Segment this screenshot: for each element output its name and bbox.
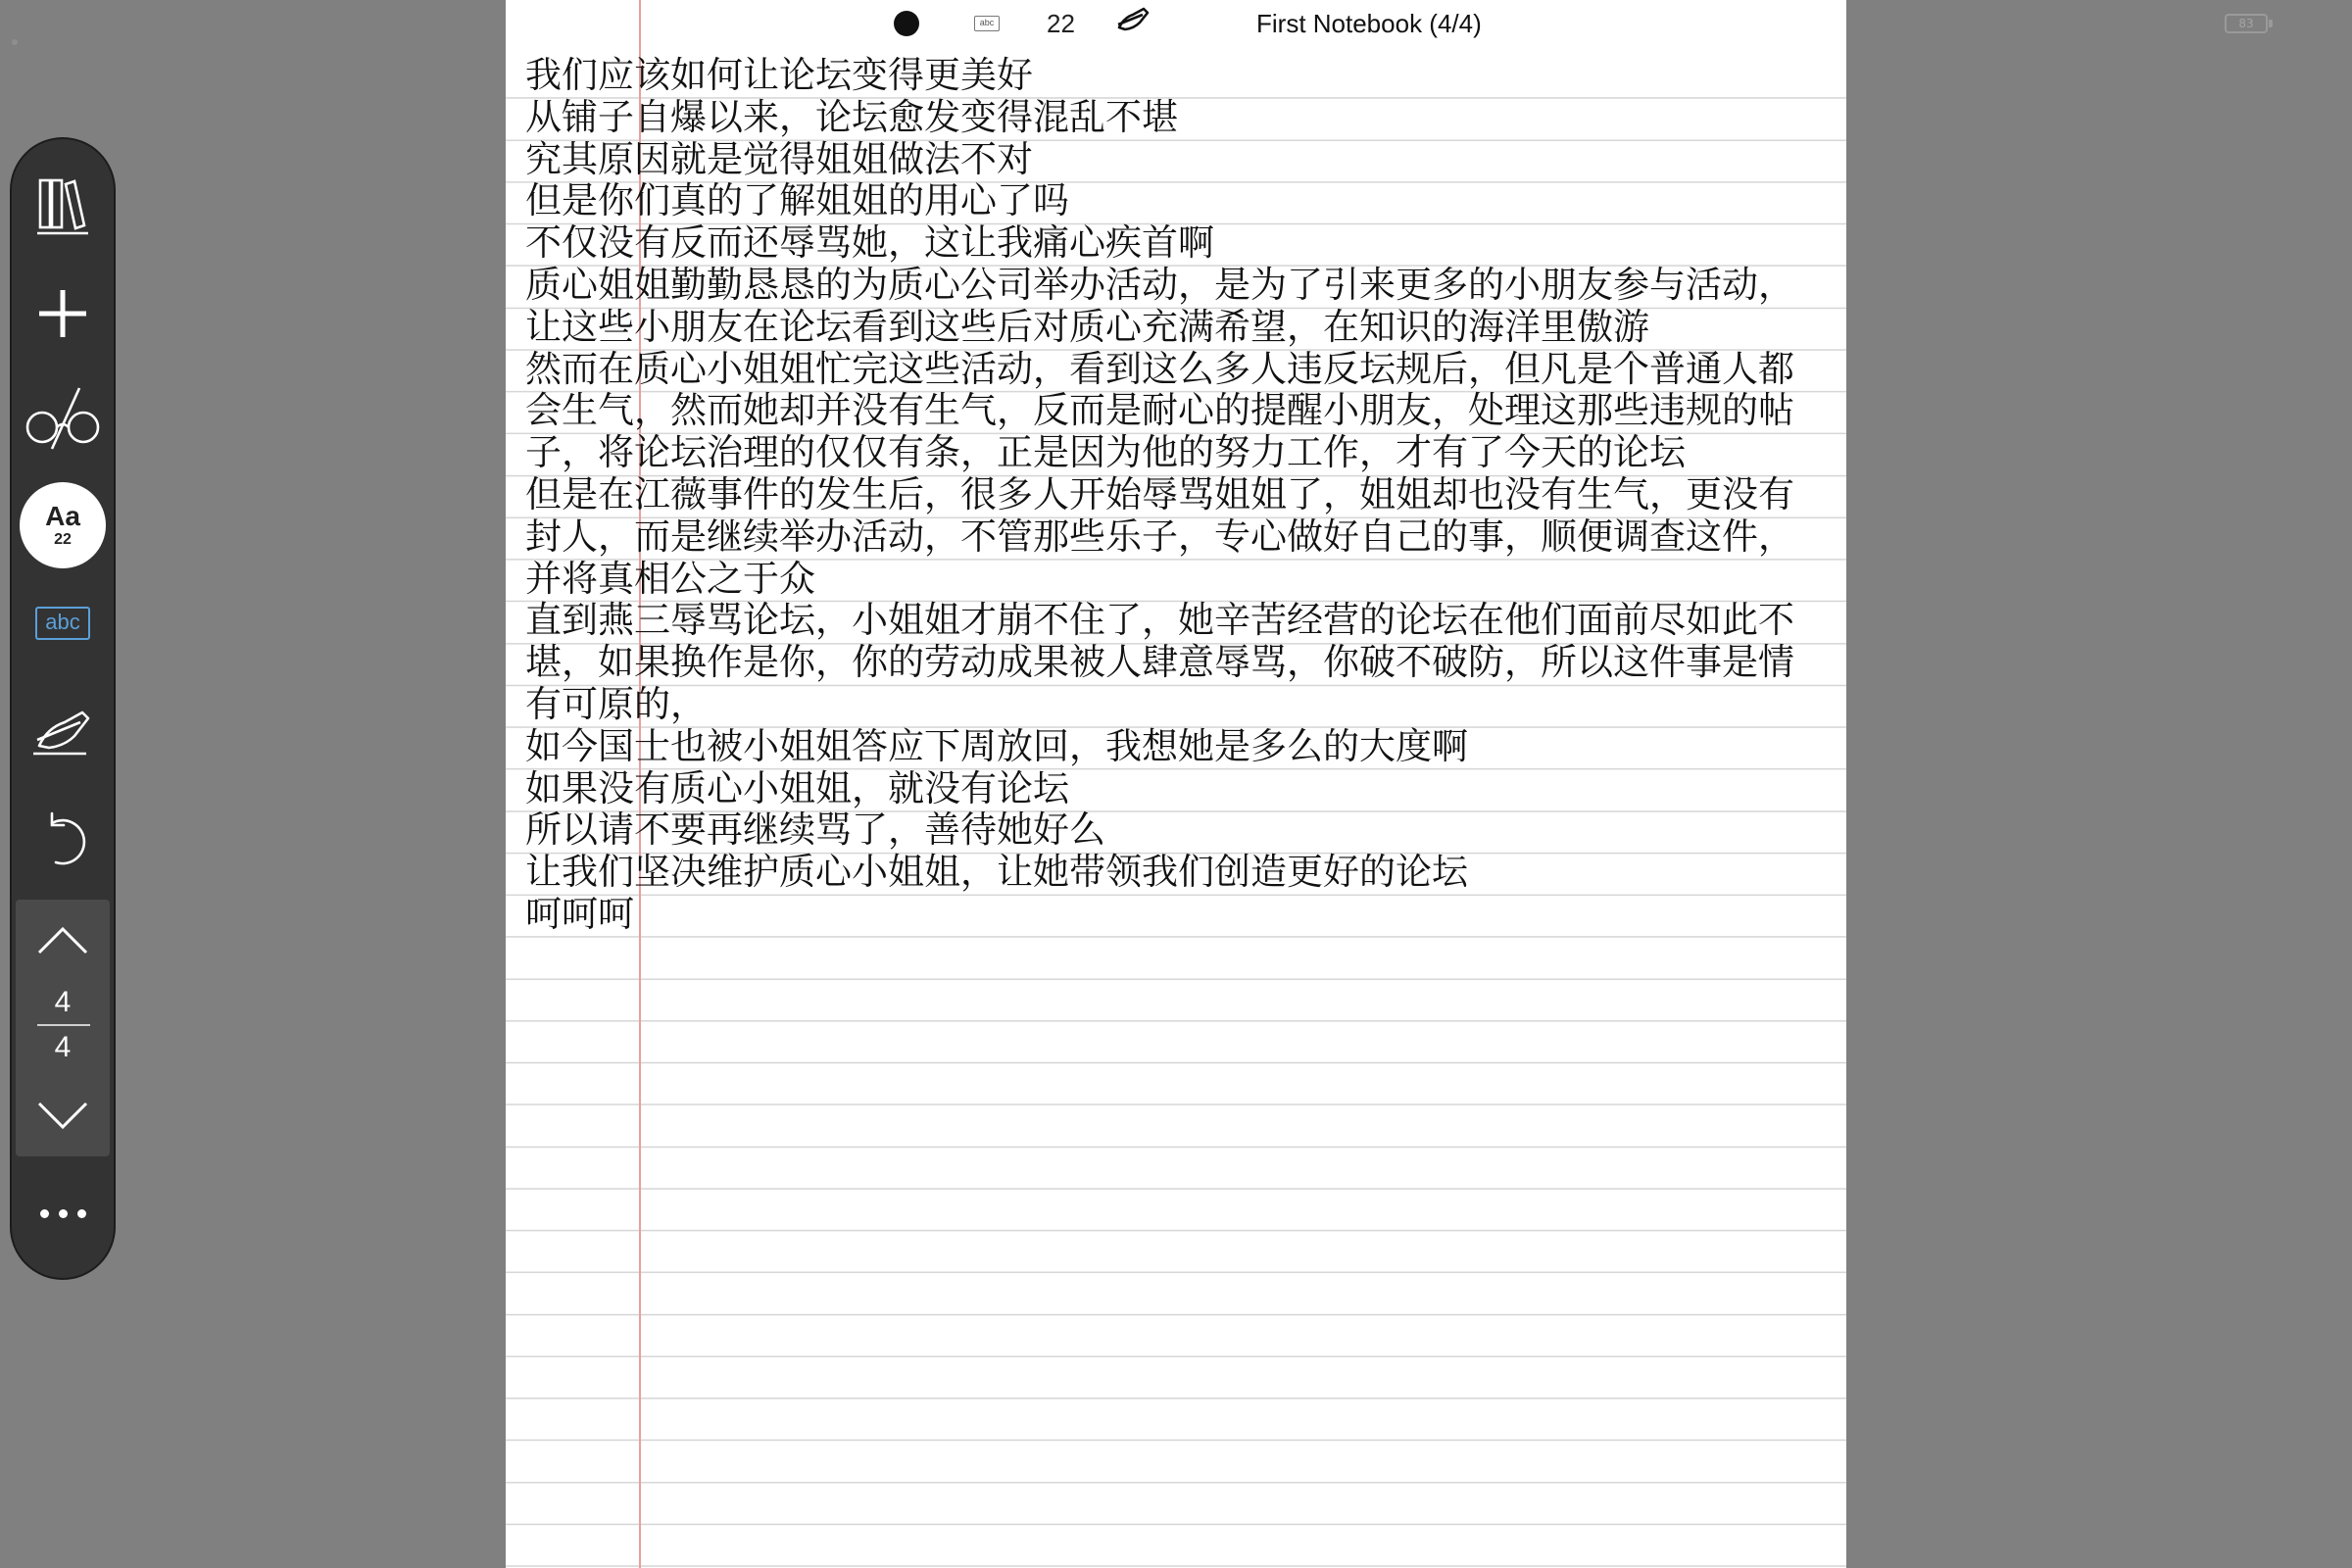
note-line: 堪，如果换作是你，你的劳动成果被人肆意辱骂，你破不破防，所以这件事是情 [525,641,1794,684]
view-mode-button[interactable] [12,378,114,459]
page-navigator [16,900,110,1156]
add-page-button[interactable] [12,274,114,353]
chevron-down-icon [35,1100,90,1131]
note-line: 封人，而是继续举办活动，不管那些乐子，专心做好自己的事，顺便调查这件， [525,514,1794,558]
note-line: 让我们坚决维护质心小姐姐，让她带领我们创造更好的论坛 [525,851,1468,894]
note-text[interactable] [525,55,1838,936]
input-mode-indicator[interactable]: abc [974,16,1000,31]
note-line: 有可原的， [525,682,707,725]
note-line: 会生气，然而她却并没有生气，反而是耐心的提醒小朋友，处理这那些违规的帖 [525,389,1794,432]
notebook-title: First Notebook (4/4) [1256,9,1482,38]
more-dots-icon [77,1209,86,1218]
left-toolbar [10,137,116,1280]
glasses-icon [23,384,103,453]
more-options-button[interactable] [12,1194,114,1233]
page-divider [37,1024,90,1026]
battery-indicator: 83 [2225,14,2268,33]
page-down-button[interactable] [16,1086,110,1145]
font-size-value: 22 [54,531,72,548]
notebook-page[interactable] [506,0,1846,1568]
note-line: 究其原因就是觉得姐姐做法不对 [525,137,1033,180]
note-line: 然而在质心小姐姐忙完这些活动，看到这么多人违反坛规后，但凡是个普通人都 [525,347,1794,390]
handwriting-button[interactable] [12,692,114,770]
note-line: 子，将论坛治理的仅仅有条，正是因为他的努力工作，才有了今天的论坛 [525,431,1686,474]
more-dots-icon [59,1209,68,1218]
pen-hand-icon [1115,6,1151,35]
note-line: 质心姐姐勤勤恳恳的为质心公司举办活动，是为了引来更多的小朋友参与活动， [525,263,1794,306]
note-line: 直到燕三辱骂论坛，小姐姐才崩不住了，她辛苦经营的论坛在他们面前尽如此不 [525,599,1794,642]
note-line: 从铺子自爆以来，论坛愈发变得混乱不堪 [525,95,1178,138]
note-line: 我们应该如何让论坛变得更美好 [525,54,1033,96]
note-line: 所以请不要再继续骂了，善待她好么 [525,808,1105,852]
keyboard-input-button[interactable] [12,594,114,653]
note-line: 但是你们真的了解姐姐的用心了吗 [525,179,1069,222]
note-line: 让这些小朋友在论坛看到这些后对质心充满希望，在知识的海洋里傲游 [525,305,1649,348]
note-line: 如果没有质心小姐姐，就没有论坛 [525,766,1069,809]
total-pages-number: 4 [54,1031,72,1063]
abc-keyboard-icon: abc [35,607,90,640]
plus-icon [37,288,88,339]
undo-icon [38,809,87,868]
font-label: Aa [45,501,80,531]
page-up-button[interactable] [16,911,110,970]
undo-button[interactable] [12,800,114,878]
note-line: 呵呵呵 [525,892,634,935]
note-line: 并将真相公之于众 [525,557,815,600]
library-books-icon [35,174,90,237]
chevron-up-icon [35,925,90,956]
note-line: 如今国士也被小姐姐答应下周放回，我想她是多么的大度啊 [525,724,1468,767]
notebook-header [506,0,1846,47]
pen-color-swatch[interactable] [894,11,919,36]
library-button[interactable] [12,167,114,245]
note-line: 但是在江薇事件的发生后，很多人开始辱骂姐姐了，姐姐却也没有生气，更没有 [525,472,1794,515]
current-page-number: 4 [54,986,72,1018]
header-pen-button[interactable] [1115,6,1151,39]
pen-hand-icon [31,707,94,756]
status-dot [12,39,18,45]
note-line: 不仅没有反而还辱骂她，这让我痛心疾首啊 [525,221,1214,265]
header-font-size: 22 [1047,9,1075,38]
more-dots-icon [40,1209,49,1218]
font-size-button[interactable] [20,482,106,568]
